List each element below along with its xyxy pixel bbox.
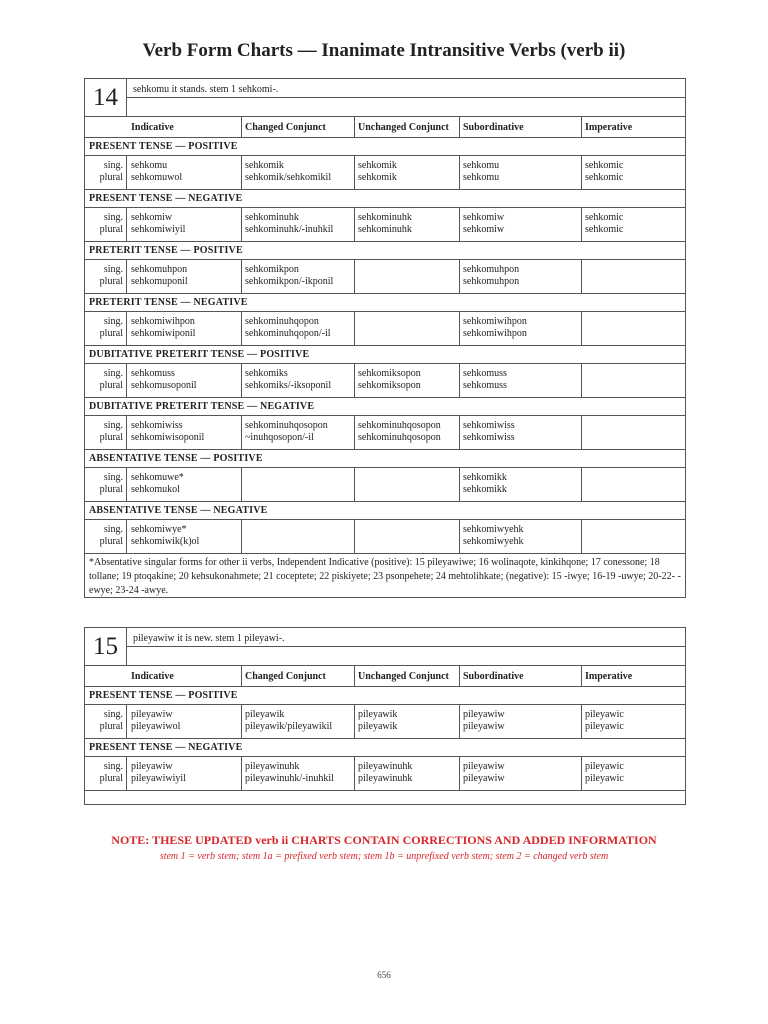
section-line	[85, 155, 685, 156]
form-cell: sehkomikk	[463, 472, 507, 483]
form-cell: pileyawiwol	[131, 721, 181, 732]
form-cell: sehkomikk	[463, 484, 507, 495]
sing-label: sing.	[103, 524, 123, 535]
column-divider	[354, 311, 355, 345]
form-cell: pileyawinuhk/-inuhkil	[245, 773, 334, 784]
section-title: PRETERIT TENSE — POSITIVE	[89, 245, 243, 256]
verb-15-chart	[84, 627, 686, 805]
section-line	[85, 259, 685, 260]
sing-label: sing.	[103, 316, 123, 327]
form-cell: pileyawik	[358, 721, 398, 732]
sing-label: sing.	[103, 420, 123, 431]
form-cell: pileyawinuhk	[358, 773, 413, 784]
form-cell: sehkomiwiss	[131, 420, 183, 431]
row-line	[85, 501, 685, 502]
form-cell: pileyawik	[358, 709, 398, 720]
form-cell: pileyawic	[585, 773, 624, 784]
footnote: *Absentative singular forms for other ii verbs, Independent Indicative (positive): 15 pileyawiwe; 16 wolinaqote, kinkihqone; 17 conessone; 18 tollane; 19 ptoqakine; 20 kehsukonahmete; 21 coceptete; 22 piskiyete; 23 psonpehete; 24 mehtolihkate; (negative): 15 -iwye; 16-19 -uwye; 20-22- -ewye; 23-24 -awye.	[89, 557, 681, 596]
column-divider	[459, 704, 460, 738]
column-divider	[581, 467, 582, 501]
section-title: ABSENTATIVE TENSE — NEGATIVE	[89, 505, 268, 516]
form-cell: sehkomik	[358, 160, 397, 171]
form-cell: sehkomiwiss	[463, 420, 515, 431]
header-top-line	[85, 665, 685, 666]
form-cell: pileyawic	[585, 709, 624, 720]
form-cell: sehkominuhqopon	[245, 316, 319, 327]
form-cell: pileyawik	[245, 709, 285, 720]
column-divider	[241, 704, 242, 738]
verb-entry: pileyawiw it is new. stem 1 pileyawi-.	[133, 633, 285, 644]
verb-number: 15	[85, 628, 127, 665]
column-header: Changed Conjunct	[245, 671, 326, 682]
column-divider	[581, 116, 582, 137]
column-divider	[581, 415, 582, 449]
row-line	[85, 397, 685, 398]
column-header: Subordinative	[463, 122, 524, 133]
row-line	[85, 738, 685, 739]
sing-label: sing.	[103, 264, 123, 275]
form-cell: sehkomiksopon	[358, 368, 421, 379]
footer-line-1: NOTE: THESE UPDATED verb ii CHARTS CONTAIN CORRECTIONS AND ADDED INFORMATION	[111, 833, 657, 847]
form-cell: sehkomiwihpon	[463, 328, 527, 339]
section-title: PRESENT TENSE — POSITIVE	[89, 141, 238, 152]
section-title: PRETERIT TENSE — NEGATIVE	[89, 297, 248, 308]
section-title: PRESENT TENSE — POSITIVE	[89, 690, 238, 701]
column-divider	[581, 519, 582, 553]
form-cell: sehkomuponil	[131, 276, 188, 287]
column-divider	[241, 363, 242, 397]
form-cell: pileyawiw	[463, 773, 505, 784]
sing-label: sing.	[103, 472, 123, 483]
section-title: ABSENTATIVE TENSE — POSITIVE	[89, 453, 263, 464]
form-cell: sehkomiks/-iksoponil	[245, 380, 332, 391]
column-divider	[581, 259, 582, 293]
row-line	[85, 345, 685, 346]
form-cell: ~inuhqosopon/-il	[245, 432, 314, 443]
column-divider	[354, 704, 355, 738]
form-cell: sehkominuhqopon/-il	[245, 328, 331, 339]
sing-label: sing.	[103, 368, 123, 379]
column-divider	[459, 116, 460, 137]
column-divider	[354, 259, 355, 293]
section-line	[85, 311, 685, 312]
section-line	[85, 467, 685, 468]
form-cell: sehkomuwe*	[131, 472, 184, 483]
form-cell: sehkomikpon	[245, 264, 299, 275]
form-cell: pileyawik/pileyawikil	[245, 721, 333, 732]
section-line	[85, 704, 685, 705]
section-line	[85, 207, 685, 208]
form-cell: sehkomu	[463, 160, 500, 171]
form-cell: pileyawiw	[463, 709, 505, 720]
header-top-line	[85, 116, 685, 117]
column-divider	[581, 704, 582, 738]
column-divider	[241, 116, 242, 137]
column-divider	[241, 155, 242, 189]
column-divider	[581, 756, 582, 790]
form-cell: sehkomiwiyil	[131, 224, 186, 235]
form-cell: sehkomiwihpon	[131, 316, 195, 327]
section-title: PRESENT TENSE — NEGATIVE	[89, 742, 243, 753]
column-header: Subordinative	[463, 671, 524, 682]
form-cell: sehkomic	[585, 160, 624, 171]
column-divider	[459, 207, 460, 241]
form-cell: pileyawiw	[131, 761, 173, 772]
verb-14-chart	[84, 78, 686, 598]
section-title: DUBITATIVE PRETERIT TENSE — POSITIVE	[89, 349, 310, 360]
form-cell: sehkomu	[463, 172, 500, 183]
column-header: Unchanged Conjunct	[358, 122, 449, 133]
column-divider	[354, 155, 355, 189]
section-line	[85, 415, 685, 416]
form-cell: sehkomik	[358, 172, 397, 183]
form-cell: pileyawic	[585, 721, 624, 732]
form-cell: sehkominuhk/-inuhkil	[245, 224, 334, 235]
form-cell: sehkominuhqosopon	[358, 432, 441, 443]
column-divider	[459, 363, 460, 397]
column-divider	[126, 415, 127, 449]
column-divider	[126, 519, 127, 553]
form-cell: sehkomiwik(k)ol	[131, 536, 200, 547]
column-divider	[581, 207, 582, 241]
column-divider	[126, 207, 127, 241]
section-line	[85, 519, 685, 520]
form-cell: sehkomiwihpon	[463, 316, 527, 327]
column-divider	[126, 155, 127, 189]
column-divider	[459, 311, 460, 345]
column-divider	[459, 665, 460, 686]
column-divider	[581, 155, 582, 189]
column-divider	[354, 363, 355, 397]
plural-label: plural	[99, 484, 123, 495]
plural-label: plural	[99, 224, 123, 235]
form-cell: sehkomik	[245, 160, 284, 171]
form-cell: sehkomukol	[131, 484, 180, 495]
column-divider	[459, 467, 460, 501]
form-cell: sehkomiwisoponil	[131, 432, 205, 443]
header-bottom-line	[85, 686, 685, 687]
column-divider	[459, 756, 460, 790]
section-line	[85, 756, 685, 757]
form-cell: sehkomuss	[131, 368, 175, 379]
column-divider	[581, 363, 582, 397]
plural-label: plural	[99, 721, 123, 732]
column-divider	[241, 311, 242, 345]
plural-label: plural	[99, 380, 123, 391]
form-cell: sehkomiksopon	[358, 380, 421, 391]
column-divider	[126, 363, 127, 397]
entry-divider	[126, 646, 685, 647]
form-cell: sehkomic	[585, 172, 624, 183]
form-cell: pileyawic	[585, 761, 624, 772]
column-divider	[241, 259, 242, 293]
plural-label: plural	[99, 172, 123, 183]
column-divider	[459, 415, 460, 449]
form-cell: pileyawiw	[131, 709, 173, 720]
form-cell: sehkomiw	[463, 224, 505, 235]
row-line	[85, 553, 685, 554]
column-divider	[354, 116, 355, 137]
section-title: PRESENT TENSE — NEGATIVE	[89, 193, 243, 204]
row-line	[85, 293, 685, 294]
form-cell: sehkomuhpon	[463, 276, 520, 287]
form-cell: sehkominuhqosopon	[358, 420, 441, 431]
column-divider	[241, 756, 242, 790]
plural-label: plural	[99, 536, 123, 547]
sing-label: sing.	[103, 709, 123, 720]
verb-entry: sehkomu it stands. stem 1 sehkomi-.	[133, 84, 279, 95]
column-divider	[241, 519, 242, 553]
header-bottom-line	[85, 137, 685, 138]
column-divider	[354, 415, 355, 449]
column-divider	[354, 756, 355, 790]
row-line	[85, 241, 685, 242]
column-divider	[126, 756, 127, 790]
column-divider	[241, 207, 242, 241]
form-cell: sehkomik/sehkomikil	[245, 172, 332, 183]
column-divider	[241, 467, 242, 501]
column-divider	[581, 311, 582, 345]
form-cell: sehkomuss	[463, 380, 507, 391]
column-divider	[354, 467, 355, 501]
form-cell: sehkomiks	[245, 368, 288, 379]
row-line	[85, 449, 685, 450]
form-cell: sehkomu	[131, 160, 168, 171]
column-header: Imperative	[585, 671, 633, 682]
form-cell: sehkomiwiponil	[131, 328, 196, 339]
entry-divider	[126, 97, 685, 98]
column-divider	[126, 467, 127, 501]
form-cell: sehkomikpon/-ikponil	[245, 276, 334, 287]
form-cell: pileyawinuhk	[245, 761, 300, 772]
column-divider	[126, 259, 127, 293]
page-number: 656	[377, 970, 391, 980]
form-cell: sehkominuhk	[245, 212, 299, 223]
footer-note	[0, 833, 768, 862]
footer-line-2: stem 1 = verb stem; stem 1a = prefixed verb stem; stem 1b = unprefixed verb stem; stem 2 = changed verb stem	[159, 851, 609, 862]
form-cell: sehkomiwye*	[131, 524, 187, 535]
form-cell: pileyawiw	[463, 721, 505, 732]
page-title: Verb Form Charts — Inanimate Intransitive Verbs (verb ii)	[142, 40, 626, 61]
plural-label: plural	[99, 328, 123, 339]
sing-label: sing.	[103, 212, 123, 223]
form-cell: sehkominuhk	[358, 224, 412, 235]
form-cell: sehkomuwol	[131, 172, 183, 183]
column-divider	[354, 207, 355, 241]
form-cell: sehkomic	[585, 224, 624, 235]
form-cell: sehkomiwyehk	[463, 536, 524, 547]
form-cell: sehkomic	[585, 212, 624, 223]
form-cell: sehkomiwyehk	[463, 524, 524, 535]
verb-number: 14	[85, 79, 127, 116]
column-divider	[126, 704, 127, 738]
column-divider	[459, 259, 460, 293]
form-cell: sehkomuhpon	[131, 264, 188, 275]
section-title: DUBITATIVE PRETERIT TENSE — NEGATIVE	[89, 401, 315, 412]
form-cell: pileyawiw	[463, 761, 505, 772]
column-header: Indicative	[131, 122, 174, 133]
form-cell: pileyawiwiyil	[131, 773, 186, 784]
sing-label: sing.	[103, 160, 123, 171]
sing-label: sing.	[103, 761, 123, 772]
column-divider	[354, 519, 355, 553]
column-header: Indicative	[131, 671, 174, 682]
form-cell: pileyawinuhk	[358, 761, 413, 772]
column-divider	[581, 665, 582, 686]
form-cell: sehkomiw	[131, 212, 173, 223]
form-cell: sehkominuhqosopon	[245, 420, 328, 431]
form-cell: sehkomuss	[463, 368, 507, 379]
form-cell: sehkomuhpon	[463, 264, 520, 275]
form-cell: sehkomiw	[463, 212, 505, 223]
form-cell: sehkomusoponil	[131, 380, 197, 391]
plural-label: plural	[99, 276, 123, 287]
column-header: Imperative	[585, 122, 633, 133]
column-divider	[241, 665, 242, 686]
column-header: Unchanged Conjunct	[358, 671, 449, 682]
column-divider	[459, 519, 460, 553]
form-cell: sehkomiwiss	[463, 432, 515, 443]
form-cell: sehkominuhk	[358, 212, 412, 223]
column-divider	[126, 311, 127, 345]
section-line	[85, 363, 685, 364]
row-line	[85, 790, 685, 791]
column-divider	[354, 665, 355, 686]
row-line	[85, 189, 685, 190]
column-header: Changed Conjunct	[245, 122, 326, 133]
column-divider	[459, 155, 460, 189]
column-divider	[241, 415, 242, 449]
plural-label: plural	[99, 773, 123, 784]
plural-label: plural	[99, 432, 123, 443]
